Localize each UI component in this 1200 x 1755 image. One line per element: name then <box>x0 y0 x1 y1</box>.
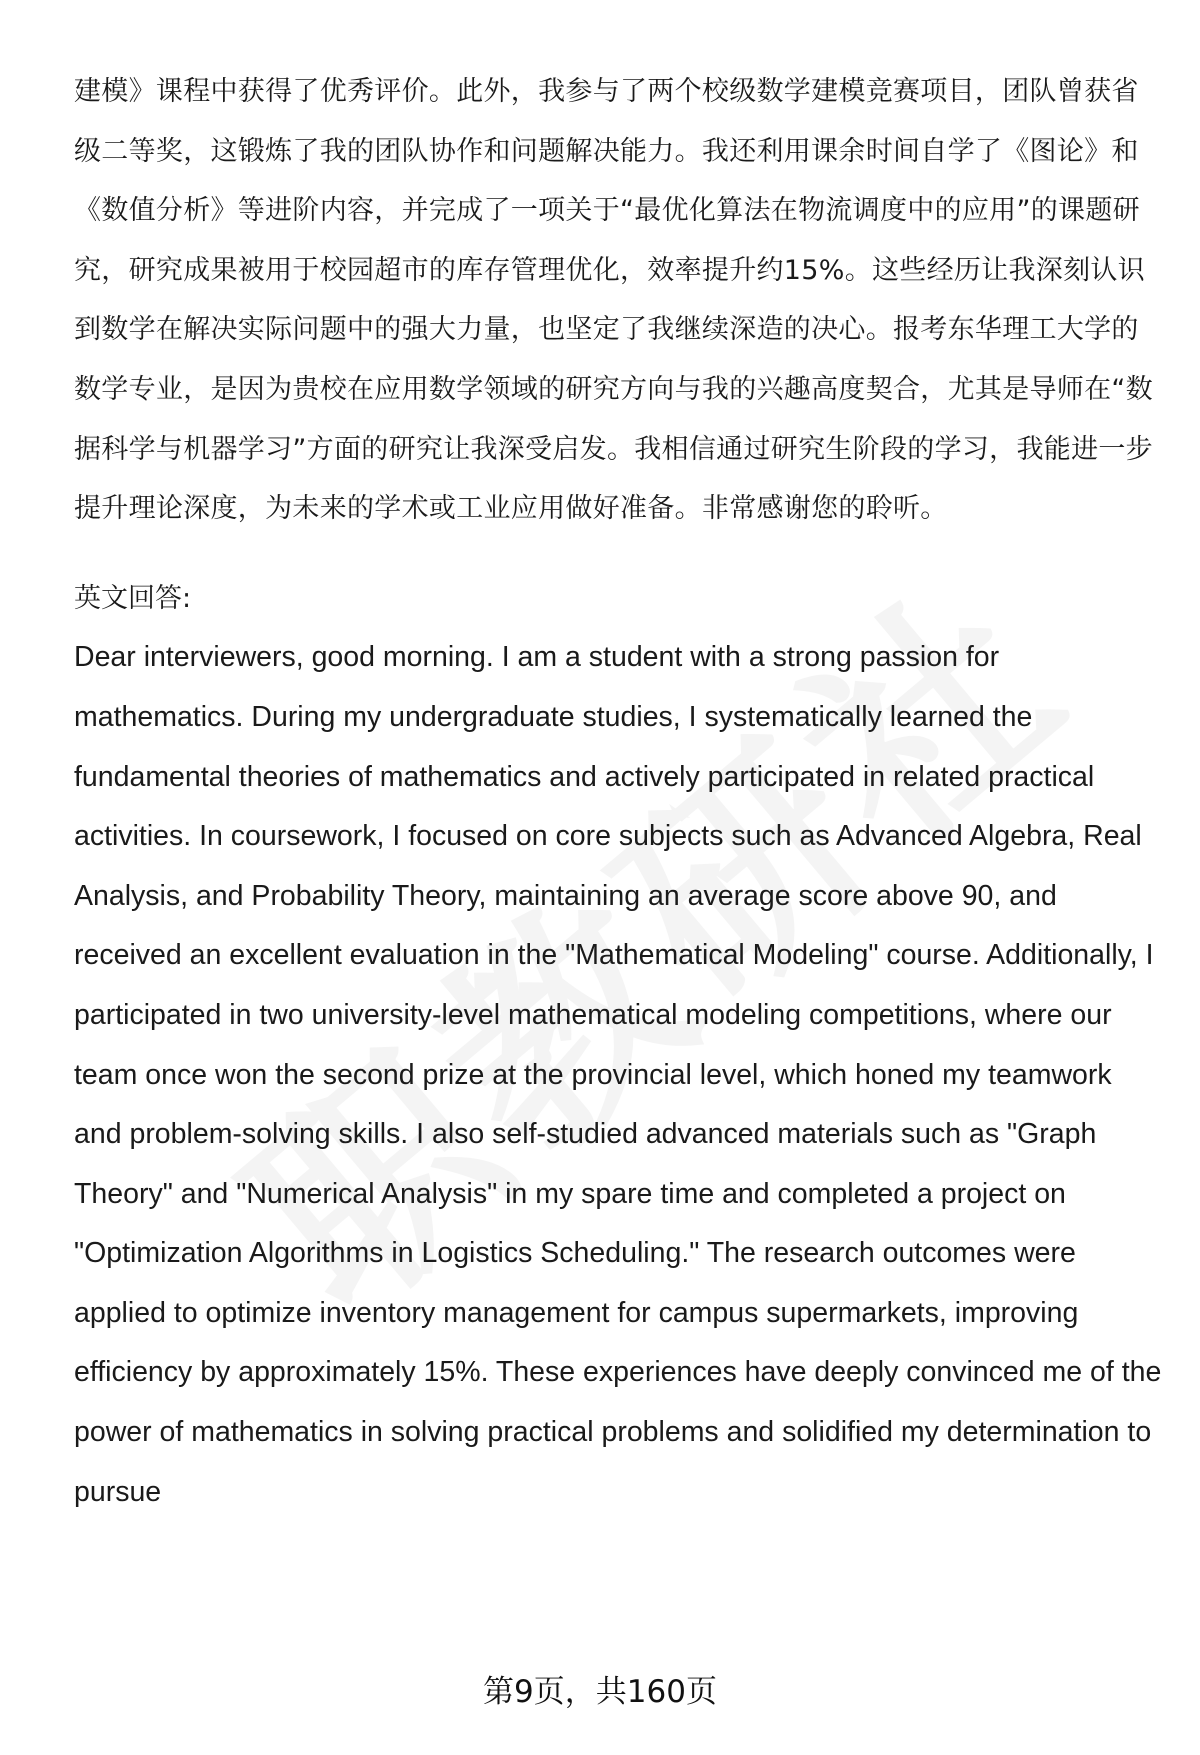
page-content <box>74 62 1164 1522</box>
english-answer-paragraph: Dear interviewers, good morning. I am a student with a strong passion for mathematics. During my undergraduate studies, I systematically learned the fundamental theories of mathematics and actively participated in related practical activities. In coursework, I focused on core subjects such as Advanced Algebra, Real Analysis, and Probability Theory, maintaining an average score above 90, and received an excellent evaluation in the "Mathematical Modeling" course. Additionally, I participated in two university-level mathematical modeling competitions, where our team once won the second prize at the provincial level, which honed my teamwork and problem-solving skills. I also self-studied advanced materials such as "Graph Theory" and "Numerical Analysis" in my spare time and completed a project on "Optimization Algorithms in Logistics Scheduling." The research outcomes were applied to optimize inventory management for campus supermarkets, improving efficiency by approximately 15%. These experiences have deeply convinced me of the power of mathematics in solving practical problems and solidified my determination to pursue <box>74 641 1162 1508</box>
page-number-footer: 第9页，共160页 <box>483 1674 717 1710</box>
english-answer-label: 英文回答: <box>74 582 192 614</box>
chinese-answer-paragraph: 建模》课程中获得了优秀评价。此外，我参与了两个校级数学建模竞赛项目，团队曾获省级二等奖，这锻炼了我的团队协作和问题解决能力。我还利用课余时间自学了《图论》和《数值分析》等进阶内容，并完成了一项关于“最优化算法在物流调度中的应用”的课题研究，研究成果被用于校园超市的库存管理优化，效率提升约15%。这些经历让我深刻认识到数学在解决实际问题中的强大力量，也坚定了我继续深造的决心。报考东华理工大学的数学专业，是因为贵校在应用数学领域的研究方向与我的兴趣高度契合，尤其是导师在“数据科学与机器学习”方面的研究让我深受启发。我相信通过研究生阶段的学习，我能进一步提升理论深度，为未来的学术或工业应用做好准备。非常感谢您的聆听。 <box>74 76 1153 525</box>
